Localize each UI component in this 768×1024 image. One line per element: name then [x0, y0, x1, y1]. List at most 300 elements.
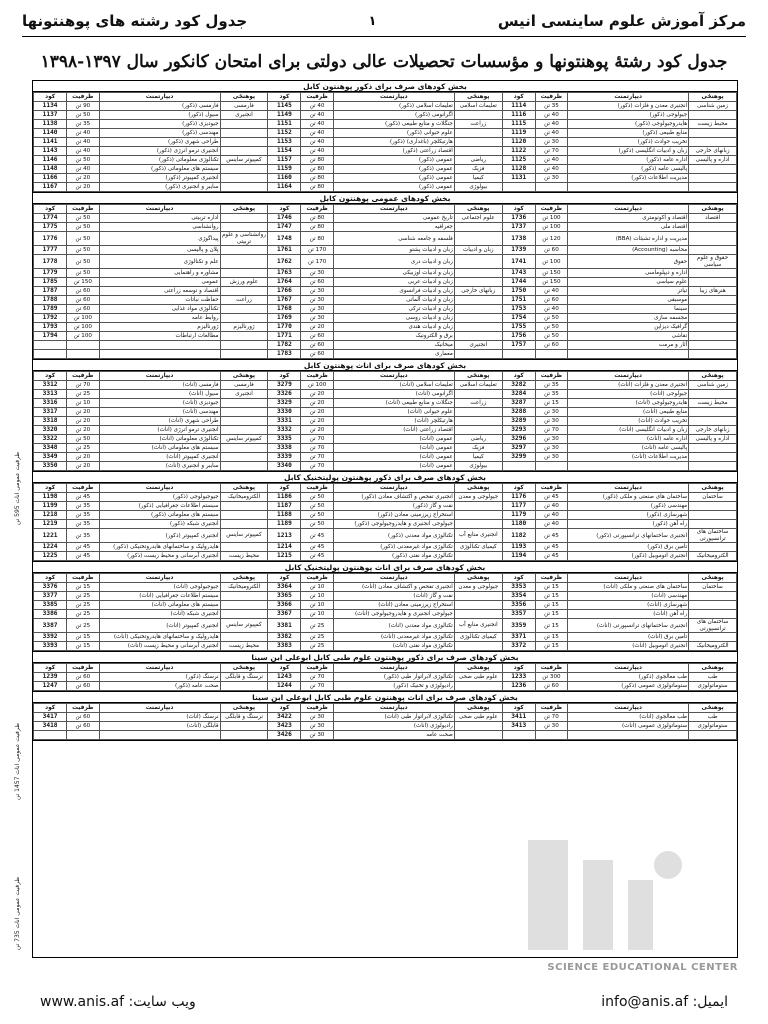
faculty-cell: زبانهای خارجی: [689, 147, 737, 156]
department-cell: اداره عامه (اناث): [568, 435, 689, 444]
capacity-cell: 15 تن: [67, 633, 99, 642]
column-header-cap: ظرفیت: [535, 372, 567, 381]
department-cell: میخانیک: [333, 341, 454, 350]
capacity-cell: 100 تن: [67, 332, 99, 341]
column-header-code: کود: [268, 372, 301, 381]
department-cell: مدیریت و اداره تشبثات (BBA): [568, 232, 689, 246]
faculty-cell: الکترومیخانیک: [689, 642, 737, 651]
code-cell: 1743: [502, 269, 535, 278]
department-cell: سیستم های معلوماتی (اناث): [99, 444, 220, 453]
code-cell: 1777: [34, 246, 67, 255]
code-cell: 1737: [502, 223, 535, 232]
capacity-cell: 80 تن: [301, 174, 333, 183]
column-header-code: کود: [34, 93, 67, 102]
department-cell: جیولوجی (ذکور): [568, 111, 689, 120]
code-cell: 1244: [268, 682, 301, 691]
capacity-cell: 45 تن: [535, 529, 567, 543]
faculty-cell: [454, 592, 502, 601]
capacity-cell: 150 تن: [535, 278, 567, 287]
faculty-cell: [689, 610, 737, 619]
capacity-cell: 120 تن: [535, 232, 567, 246]
table-section: [33, 692, 737, 741]
department-cell: سیستم های معلوماتی (اناث): [99, 601, 220, 610]
faculty-cell: علوم طبی صحی: [454, 673, 502, 682]
faculty-cell: طب: [689, 713, 737, 722]
department-cell: مهندسی (ذکور): [568, 502, 689, 511]
capacity-cell: 50 تن: [67, 214, 99, 223]
department-cell: سیستم اطلاعات جغرافیایی (ذکور): [99, 502, 220, 511]
department-cell: فلسفه و جامعه شناسی: [333, 232, 454, 246]
column-header-group: پوهنځی: [220, 664, 268, 673]
code-cell: 3297: [502, 444, 535, 453]
capacity-cell: 50 تن: [535, 314, 567, 323]
table-row: [34, 390, 737, 399]
code-cell: 1194: [502, 552, 535, 561]
table-row: [34, 214, 737, 223]
department-cell: انجنیری معدن و فلزات (ذکور): [568, 102, 689, 111]
column-header-field: دیپارتمنت: [99, 574, 220, 583]
code-cell: 1218: [34, 511, 67, 520]
department-cell: [568, 462, 689, 471]
capacity-cell: 50 تن: [301, 493, 333, 502]
faculty-cell: [689, 520, 737, 529]
department-cell: زبان و ادبیات انگلیسی (ذکور): [568, 147, 689, 156]
department-cell: طب معالجوی (ذکور): [568, 673, 689, 682]
code-cell: 3385: [34, 601, 67, 610]
capacity-cell: 45 تن: [301, 552, 333, 561]
department-cell: انجنیری کمپیوتر (ذکور): [99, 529, 220, 543]
department-cell: طراحی شهری (ذکور): [99, 138, 220, 147]
department-cell: تکنالوژی مواد نفتی (ذکور): [333, 552, 454, 561]
capacity-cell: 60 تن: [535, 341, 567, 350]
capacity-cell: 10 تن: [301, 592, 333, 601]
faculty-cell: محیط زیست: [220, 552, 268, 561]
code-cell: 1125: [502, 156, 535, 165]
column-header-cap: ظرفیت: [67, 205, 99, 214]
department-cell: علوم حیوانی (ذکور): [333, 129, 454, 138]
department-cell: شهرسازی (اناث): [568, 601, 689, 610]
capacity-cell: 60 تن: [535, 246, 567, 255]
table-row: [34, 278, 737, 287]
capacity-cell: 30 تن: [535, 408, 567, 417]
code-cell: 3423: [268, 722, 301, 731]
department-cell: تکنالوژی مواد نفتی (اناث): [333, 642, 454, 651]
department-cell: انجنیری تفحص و اکتشاف معادن (ذکور): [333, 493, 454, 502]
capacity-cell: 20 تن: [301, 390, 333, 399]
department-cell: پالیسی عامه (اناث): [568, 444, 689, 453]
faculty-cell: [689, 223, 737, 232]
faculty-cell: [220, 129, 268, 138]
column-header-code: کود: [34, 205, 67, 214]
code-cell: 1114: [502, 102, 535, 111]
capacity-cell: 30 تن: [535, 722, 567, 731]
department-cell: تکنالوژی لابراتوار طبی (اناث): [333, 713, 454, 722]
column-header-code: کود: [502, 484, 535, 493]
header-title: جدول کود رشته های پوهنتونها: [22, 12, 248, 30]
faculty-cell: علوم طبی صحی: [454, 713, 502, 722]
capacity-cell: 15 تن: [535, 583, 567, 592]
department-cell: سیول (اناث): [99, 390, 220, 399]
capacity-cell: 170 تن: [301, 255, 333, 269]
faculty-cell: [454, 426, 502, 435]
department-cell: پیداگوژی: [99, 232, 220, 246]
faculty-cell: [454, 610, 502, 619]
code-cell: 1748: [268, 232, 301, 246]
capacity-cell: 10 تن: [67, 399, 99, 408]
capacity-cell: 70 تن: [301, 453, 333, 462]
capacity-cell: 10 تن: [301, 610, 333, 619]
faculty-cell: ساختمان: [689, 583, 737, 592]
code-cell: 3357: [502, 610, 535, 619]
capacity-cell: 40 تن: [301, 111, 333, 120]
faculty-cell: [689, 592, 737, 601]
department-cell: سیستم های معلوماتی (ذکور): [99, 511, 220, 520]
code-cell: 1221: [34, 529, 67, 543]
code-cell: 1736: [502, 214, 535, 223]
faculty-cell: [220, 543, 268, 552]
code-cell: 3296: [502, 435, 535, 444]
capacity-cell: 50 تن: [67, 255, 99, 269]
code-cell: 3353: [502, 583, 535, 592]
column-header-group: پوهنځی: [454, 205, 502, 214]
department-cell: سیستم اطلاعات جغرافیایی (اناث): [99, 592, 220, 601]
table-row: [34, 444, 737, 453]
table-row: [34, 610, 737, 619]
table-section: [33, 193, 737, 360]
faculty-cell: الکترومیخانیک: [220, 493, 268, 502]
code-cell: 1116: [502, 111, 535, 120]
department-cell: زبان و ادبیات دری: [333, 255, 454, 269]
code-cell: [502, 731, 535, 740]
table-row: [34, 493, 737, 502]
code-cell: 1757: [502, 341, 535, 350]
faculty-cell: طب: [689, 673, 737, 682]
section-title: بخش کودهای صرف برای ذکور پوهنتون کابل: [33, 81, 737, 92]
department-cell: عمومی (اناث): [333, 435, 454, 444]
department-cell: عمومی (ذکور): [333, 183, 454, 192]
column-header-code: کود: [34, 484, 67, 493]
department-cell: مدیریت اطلاعات (ذکور): [568, 174, 689, 183]
capacity-cell: 20 تن: [67, 426, 99, 435]
capacity-cell: 30 تن: [301, 269, 333, 278]
code-cell: 3331: [268, 417, 301, 426]
code-cell: 1145: [268, 102, 301, 111]
code-cell: 1756: [502, 332, 535, 341]
capacity-cell: 25 تن: [67, 592, 99, 601]
capacity-cell: 70 تن: [301, 435, 333, 444]
table-row: [34, 520, 737, 529]
capacity-cell: 40 تن: [301, 138, 333, 147]
faculty-cell: [689, 232, 737, 246]
column-header-field: دیپارتمنت: [99, 664, 220, 673]
department-cell: استخراج زیرزمینی معادن (ذکور): [333, 511, 454, 520]
capacity-cell: 15 تن: [535, 399, 567, 408]
capacity-cell: 80 تن: [301, 165, 333, 174]
code-cell: 1789: [34, 305, 67, 314]
column-header-cap: ظرفیت: [67, 664, 99, 673]
department-cell: [568, 731, 689, 740]
department-cell: مهندسی (ذکور): [99, 129, 220, 138]
column-header-group: پوهنځی: [220, 93, 268, 102]
side-label-capacity-1: ظرفیت عمومی اناث 595 تن: [14, 451, 21, 525]
department-cell: آثار و مرمت: [568, 341, 689, 350]
code-cell: 3366: [268, 601, 301, 610]
faculty-cell: روانشناسی و علوم تربیتی: [221, 232, 266, 245]
capacity-cell: [535, 462, 567, 471]
column-header-field: دیپارتمنت: [568, 484, 689, 493]
capacity-cell: 35 تن: [535, 102, 567, 111]
code-cell: 1186: [268, 493, 301, 502]
code-cell: 3320: [34, 426, 67, 435]
department-cell: تکنالوژی مواد معدنی (ذکور): [333, 529, 454, 543]
faculty-cell: [689, 462, 737, 471]
column-header-field: دیپارتمنت: [568, 574, 689, 583]
faculty-cell: [454, 731, 502, 740]
capacity-cell: 50 تن: [301, 520, 333, 529]
faculty-cell: ژورنالیزم: [220, 323, 268, 332]
code-cell: 1785: [34, 278, 67, 287]
table-row: [34, 174, 737, 183]
capacity-cell: 45 تن: [535, 543, 567, 552]
department-cell: تکنالوژی معلوماتی (اناث): [99, 435, 220, 444]
column-header-code: کود: [268, 704, 301, 713]
department-cell: هایدروجیولوجی (ذکور): [568, 120, 689, 129]
faculty-cell: [454, 390, 502, 399]
department-cell: اقتصاد و توسعه زراعتی: [99, 287, 220, 296]
code-cell: 1198: [34, 493, 67, 502]
column-header-code: کود: [34, 704, 67, 713]
faculty-cell: الکترومیخانیک: [689, 552, 737, 561]
capacity-cell: 50 تن: [301, 502, 333, 511]
header-row: [34, 372, 737, 381]
code-cell: 1176: [502, 493, 535, 502]
department-cell: اداره تربیتی: [99, 214, 220, 223]
table-row: [34, 408, 737, 417]
header-row: [34, 93, 737, 102]
capacity-cell: 60 تن: [67, 287, 99, 296]
code-cell: 3279: [268, 381, 301, 390]
capacity-cell: 80 تن: [301, 214, 333, 223]
department-cell: اقتصاد زراعتی (ذکور): [333, 147, 454, 156]
department-cell: انجنیری کمپیوتر (اناث): [99, 453, 220, 462]
department-cell: اقتصاد زراعتی (اناث): [333, 426, 454, 435]
side-label-capacity-2: ظرفیت عمومی اناث 1457 تن: [14, 723, 21, 800]
faculty-cell: بیولوژی: [454, 183, 502, 192]
code-cell: 1243: [268, 673, 301, 682]
faculty-cell: [220, 214, 268, 223]
code-cell: 1224: [34, 543, 67, 552]
code-cell: 3359: [502, 619, 535, 633]
faculty-cell: کیمیا: [454, 453, 502, 462]
capacity-cell: 35 تن: [67, 511, 99, 520]
department-cell: عمومی (ذکور): [333, 174, 454, 183]
department-cell: [99, 341, 220, 350]
code-cell: 1755: [502, 323, 535, 332]
code-cell: 1761: [268, 246, 301, 255]
section-table: [33, 483, 737, 561]
faculty-cell: محیط زیست: [220, 642, 268, 651]
code-cell: 3339: [268, 453, 301, 462]
capacity-cell: [67, 341, 99, 350]
department-cell: گرافیک دیزاین: [568, 323, 689, 332]
code-cell: 3326: [268, 390, 301, 399]
faculty-cell: کیمیا: [454, 174, 502, 183]
code-cell: 3422: [268, 713, 301, 722]
column-header-code: کود: [268, 664, 301, 673]
capacity-cell: 50 تن: [67, 232, 99, 246]
faculty-cell: حقوق و علوم سیاسی: [689, 255, 737, 269]
column-header-field: دیپارتمنت: [333, 664, 454, 673]
center-name: مرکز آموزش علوم ساینسی انیس: [497, 12, 746, 30]
code-cell: 1177: [502, 502, 535, 511]
department-cell: جغرافیه: [333, 223, 454, 232]
department-cell: علوم سیاسی: [568, 278, 689, 287]
capacity-cell: 70 تن: [301, 673, 333, 682]
department-cell: روانشناسی: [99, 223, 220, 232]
document-title: جدول کود رشتهٔ پوهنتونها و مؤسسات تحصیلات عالی دولتی برای امتحان کانکور سال ۱۳۹۷-۱۳۹۸: [40, 52, 728, 72]
department-cell: تأمین برق (اناث): [568, 633, 689, 642]
code-cell: 1775: [34, 223, 67, 232]
column-header-field: دیپارتمنت: [568, 664, 689, 673]
table-row: [34, 601, 737, 610]
faculty-cell: [220, 314, 268, 323]
code-cell: 3383: [268, 642, 301, 651]
faculty-cell: [454, 332, 502, 341]
code-cell: 1115: [502, 120, 535, 129]
code-cell: 1794: [34, 332, 67, 341]
faculty-cell: [689, 111, 737, 120]
faculty-cell: زراعت: [220, 296, 268, 305]
department-cell: مشاوره و راهنمایی: [99, 269, 220, 278]
capacity-cell: 30 تن: [535, 444, 567, 453]
faculty-cell: [220, 520, 268, 529]
table-row: [34, 246, 737, 255]
department-cell: انجنیری شبکه (اناث): [99, 610, 220, 619]
table-row: [34, 138, 737, 147]
department-cell: حقوق: [568, 255, 689, 269]
column-header-group: پوهنځی: [689, 93, 737, 102]
section-table: [33, 663, 737, 691]
column-header-code: کود: [502, 704, 535, 713]
column-header-field: دیپارتمنت: [333, 93, 454, 102]
code-cell: 3284: [502, 390, 535, 399]
faculty-cell: نرسنگ و قابلگی: [220, 673, 268, 682]
faculty-cell: [689, 341, 737, 350]
capacity-cell: 90 تن: [67, 102, 99, 111]
capacity-cell: 20 تن: [67, 183, 99, 192]
column-header-field: دیپارتمنت: [333, 205, 454, 214]
column-header-group: پوهنځی: [689, 574, 737, 583]
department-cell: سایبر و انجنیری (اناث): [99, 462, 220, 471]
footer-email[interactable]: ایمیل: info@anis.af: [601, 994, 728, 1010]
footer-website[interactable]: ویب سایت: www.anis.af: [40, 994, 196, 1010]
faculty-cell: [454, 223, 502, 232]
capacity-cell: 10 تن: [301, 601, 333, 610]
code-cell: 1768: [268, 305, 301, 314]
code-cell: 1770: [268, 323, 301, 332]
capacity-cell: 50 تن: [67, 246, 99, 255]
section-table: [33, 204, 737, 359]
code-cell: 1792: [34, 314, 67, 323]
code-cell: 1188: [268, 511, 301, 520]
code-cell: 3367: [268, 610, 301, 619]
capacity-cell: 15 تن: [535, 619, 567, 633]
table-row: [34, 682, 737, 691]
faculty-cell: [689, 444, 737, 453]
code-cell: 1783: [268, 350, 301, 359]
code-cell: 1213: [268, 529, 301, 543]
faculty-cell: [220, 722, 268, 731]
capacity-cell: 80 تن: [301, 156, 333, 165]
table-row: [34, 731, 737, 740]
department-cell: عمومی (اناث): [333, 444, 454, 453]
department-cell: زبان و ادبیات فرانسوی: [333, 287, 454, 296]
capacity-cell: 60 تن: [67, 296, 99, 305]
capacity-cell: 50 تن: [67, 156, 99, 165]
department-cell: انجنیری شبکه (ذکور): [99, 520, 220, 529]
faculty-cell: [454, 511, 502, 520]
department-cell: اقتصاد و اکونومتری: [568, 214, 689, 223]
capacity-cell: 40 تن: [301, 102, 333, 111]
department-cell: زبان و ادبیات هندی: [333, 323, 454, 332]
department-cell: انجنیری کمپیوتر (اناث): [99, 619, 220, 633]
faculty-cell: [220, 511, 268, 520]
department-cell: اداره عامه (ذکور): [568, 156, 689, 165]
faculty-cell: زمین شناسی: [689, 381, 737, 390]
column-header-group: پوهنځی: [454, 484, 502, 493]
capacity-cell: 60 تن: [67, 673, 99, 682]
code-cell: 1769: [268, 314, 301, 323]
code-cell: 1148: [34, 165, 67, 174]
capacity-cell: 15 تن: [535, 642, 567, 651]
column-header-field: دیپارتمنت: [333, 372, 454, 381]
faculty-cell: [220, 731, 268, 740]
code-cell: 3417: [34, 713, 67, 722]
table-row: [34, 673, 737, 682]
faculty-cell: [454, 552, 502, 561]
code-cell: 3350: [34, 462, 67, 471]
department-cell: انجنیری ساختمانهای ترانسپورتی (ذکور): [568, 529, 689, 543]
column-header-group: پوهنځی: [689, 664, 737, 673]
capacity-cell: 170 تن: [301, 246, 333, 255]
faculty-cell: محیط زیست: [689, 399, 737, 408]
faculty-cell: [454, 682, 502, 691]
faculty-cell: [454, 350, 502, 359]
column-header-group: پوهنځی: [220, 704, 268, 713]
code-cell: 3387: [34, 619, 67, 633]
section-title: بخش کودهای صرف برای اناث پوهنتون پولیتخنیک کابل: [33, 562, 737, 573]
faculty-cell: تعلیمات اسلامی: [454, 381, 502, 390]
faculty-cell: زبانهای خارجی: [689, 426, 737, 435]
capacity-cell: 40 تن: [535, 156, 567, 165]
faculty-cell: تعلیمات اسلامی: [454, 102, 502, 111]
column-header-field: دیپارتمنت: [99, 93, 220, 102]
table-row: [34, 642, 737, 651]
table-row: [34, 147, 737, 156]
code-cell: 1131: [502, 174, 535, 183]
department-cell: زبان و ادبیات روسی: [333, 314, 454, 323]
department-cell: راه آهن (ذکور): [568, 520, 689, 529]
department-cell: راه آهن (اناث): [568, 610, 689, 619]
table-row: [34, 426, 737, 435]
code-cell: 1122: [502, 147, 535, 156]
faculty-cell: زراعت: [454, 399, 502, 408]
capacity-cell: 25 تن: [67, 619, 99, 633]
department-cell: تأمین برق (ذکور): [568, 543, 689, 552]
code-cell: 1187: [268, 502, 301, 511]
faculty-cell: [689, 601, 737, 610]
department-cell: زبان و ادبیات ترکی: [333, 305, 454, 314]
